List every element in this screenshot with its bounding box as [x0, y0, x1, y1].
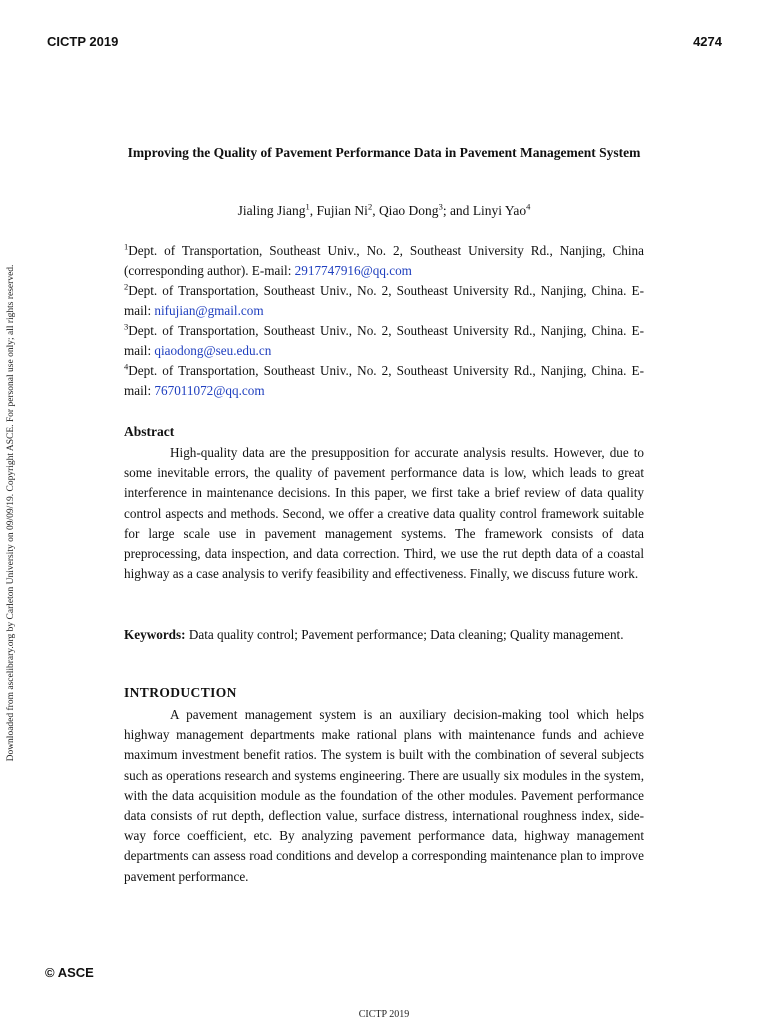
email-link[interactable]: 767011072@qq.com — [154, 383, 265, 399]
affiliation-text: Dept. of Transportation, Southeast Univ., No. 2, Southeast University Rd., Nanjing, China. E-mail: — [124, 363, 644, 399]
running-header-conference: CICTP 2019 — [47, 34, 119, 49]
author-affil-mark: 2 — [367, 201, 373, 212]
author-separator: , — [309, 203, 317, 218]
email-link[interactable]: qiaodong@seu.edu.cn — [154, 343, 272, 359]
author-affil-mark: 3 — [438, 201, 443, 212]
affiliation-mark: 4 — [124, 361, 129, 372]
introduction-body: A pavement management system is an auxiliary decision-making tool which helps highway management departments make rational plans with maintenance funds and achieve maximum investment benefit ratios. The system is built with the combination of several subjects such as operations research and systems engineering. There are usually six modules in the system, with the data acquisition module as the foundation of the other modules. Pavement performance data consists of rut depth, deflection value, surface distress, international roughness index, side-way force coefficient, etc. By analyzing pavement performance data, highway management departments can assess road conditions and develop a corresponding maintenance plan to improve pavement performance. — [124, 707, 644, 884]
paper-title: Improving the Quality of Pavement Performance Data in Pavement Management System — [127, 145, 641, 160]
footer-conference: CICTP 2019 — [358, 1009, 410, 1020]
download-notice — [0, 240, 22, 785]
affiliation-2 — [124, 281, 644, 321]
abstract-body: High-quality data are the presupposition for accurate analysis results. However, due to some inevitable errors, the quality of pavement performance data is low, which leads to great interference in maintenance decisions. In this paper, we first take a brief review of data quality control aspects and methods. Second, we offer a creative data quality control framework suitable for large scale use in pavement management systems. The framework consists of data preprocessing, data inspection, and data correction. Third, we use the rut depth data of a coastal highway as a case analysis to verify feasibility and effectiveness. Finally, we discuss future work. — [124, 445, 644, 582]
email-link[interactable]: nifujian@gmail.com — [154, 303, 264, 319]
keywords-text: Data quality control; Pavement performance; Data cleaning; Quality management. — [185, 627, 624, 642]
affiliation-mark: 2 — [124, 281, 129, 292]
author-separator: , — [372, 203, 379, 218]
author-name: Linyi Yao — [472, 203, 527, 218]
email-link[interactable]: 2917747916@qq.com — [294, 263, 412, 279]
page-number: 4274 — [693, 34, 722, 49]
author-name: Fujian Ni — [316, 203, 368, 218]
affiliation-text: Dept. of Transportation, Southeast Univ., No. 2, Southeast University Rd., Nanjing, China. E-mail: — [124, 323, 644, 359]
author-affil-mark: 4 — [526, 201, 531, 212]
copyright-mark: © ASCE — [45, 965, 94, 980]
affiliation-3 — [124, 321, 644, 361]
keywords-label: Keywords: — [124, 627, 186, 642]
keywords — [124, 625, 644, 645]
affiliation-mark: 3 — [124, 321, 129, 332]
author-affil-mark: 1 — [305, 201, 310, 212]
download-notice-text: Downloaded from ascelibrary.org by Carleton University on 09/09/19. Copyright ASCE. For personal use only; all rights reserved. — [6, 264, 16, 761]
affiliation-text: Dept. of Transportation, Southeast Univ., No. 2, Southeast University Rd., Nanjing, China. E-mail: — [124, 283, 644, 319]
affiliation-4 — [124, 361, 644, 401]
affiliation-mark: 1 — [124, 241, 129, 252]
author-name: Qiao Dong — [378, 203, 439, 218]
author-name: Jialing Jiang — [237, 203, 306, 218]
introduction-heading: INTRODUCTION — [124, 685, 237, 700]
abstract-heading: Abstract — [124, 424, 175, 439]
affiliation-1 — [124, 241, 644, 281]
author-separator: ; and — [442, 203, 473, 218]
affiliation-text: Dept. of Transportation, Southeast Univ., No. 2, Southeast University Rd., Nanjing, China (corresponding author). E-mail: — [124, 243, 644, 279]
author-line — [124, 201, 644, 221]
